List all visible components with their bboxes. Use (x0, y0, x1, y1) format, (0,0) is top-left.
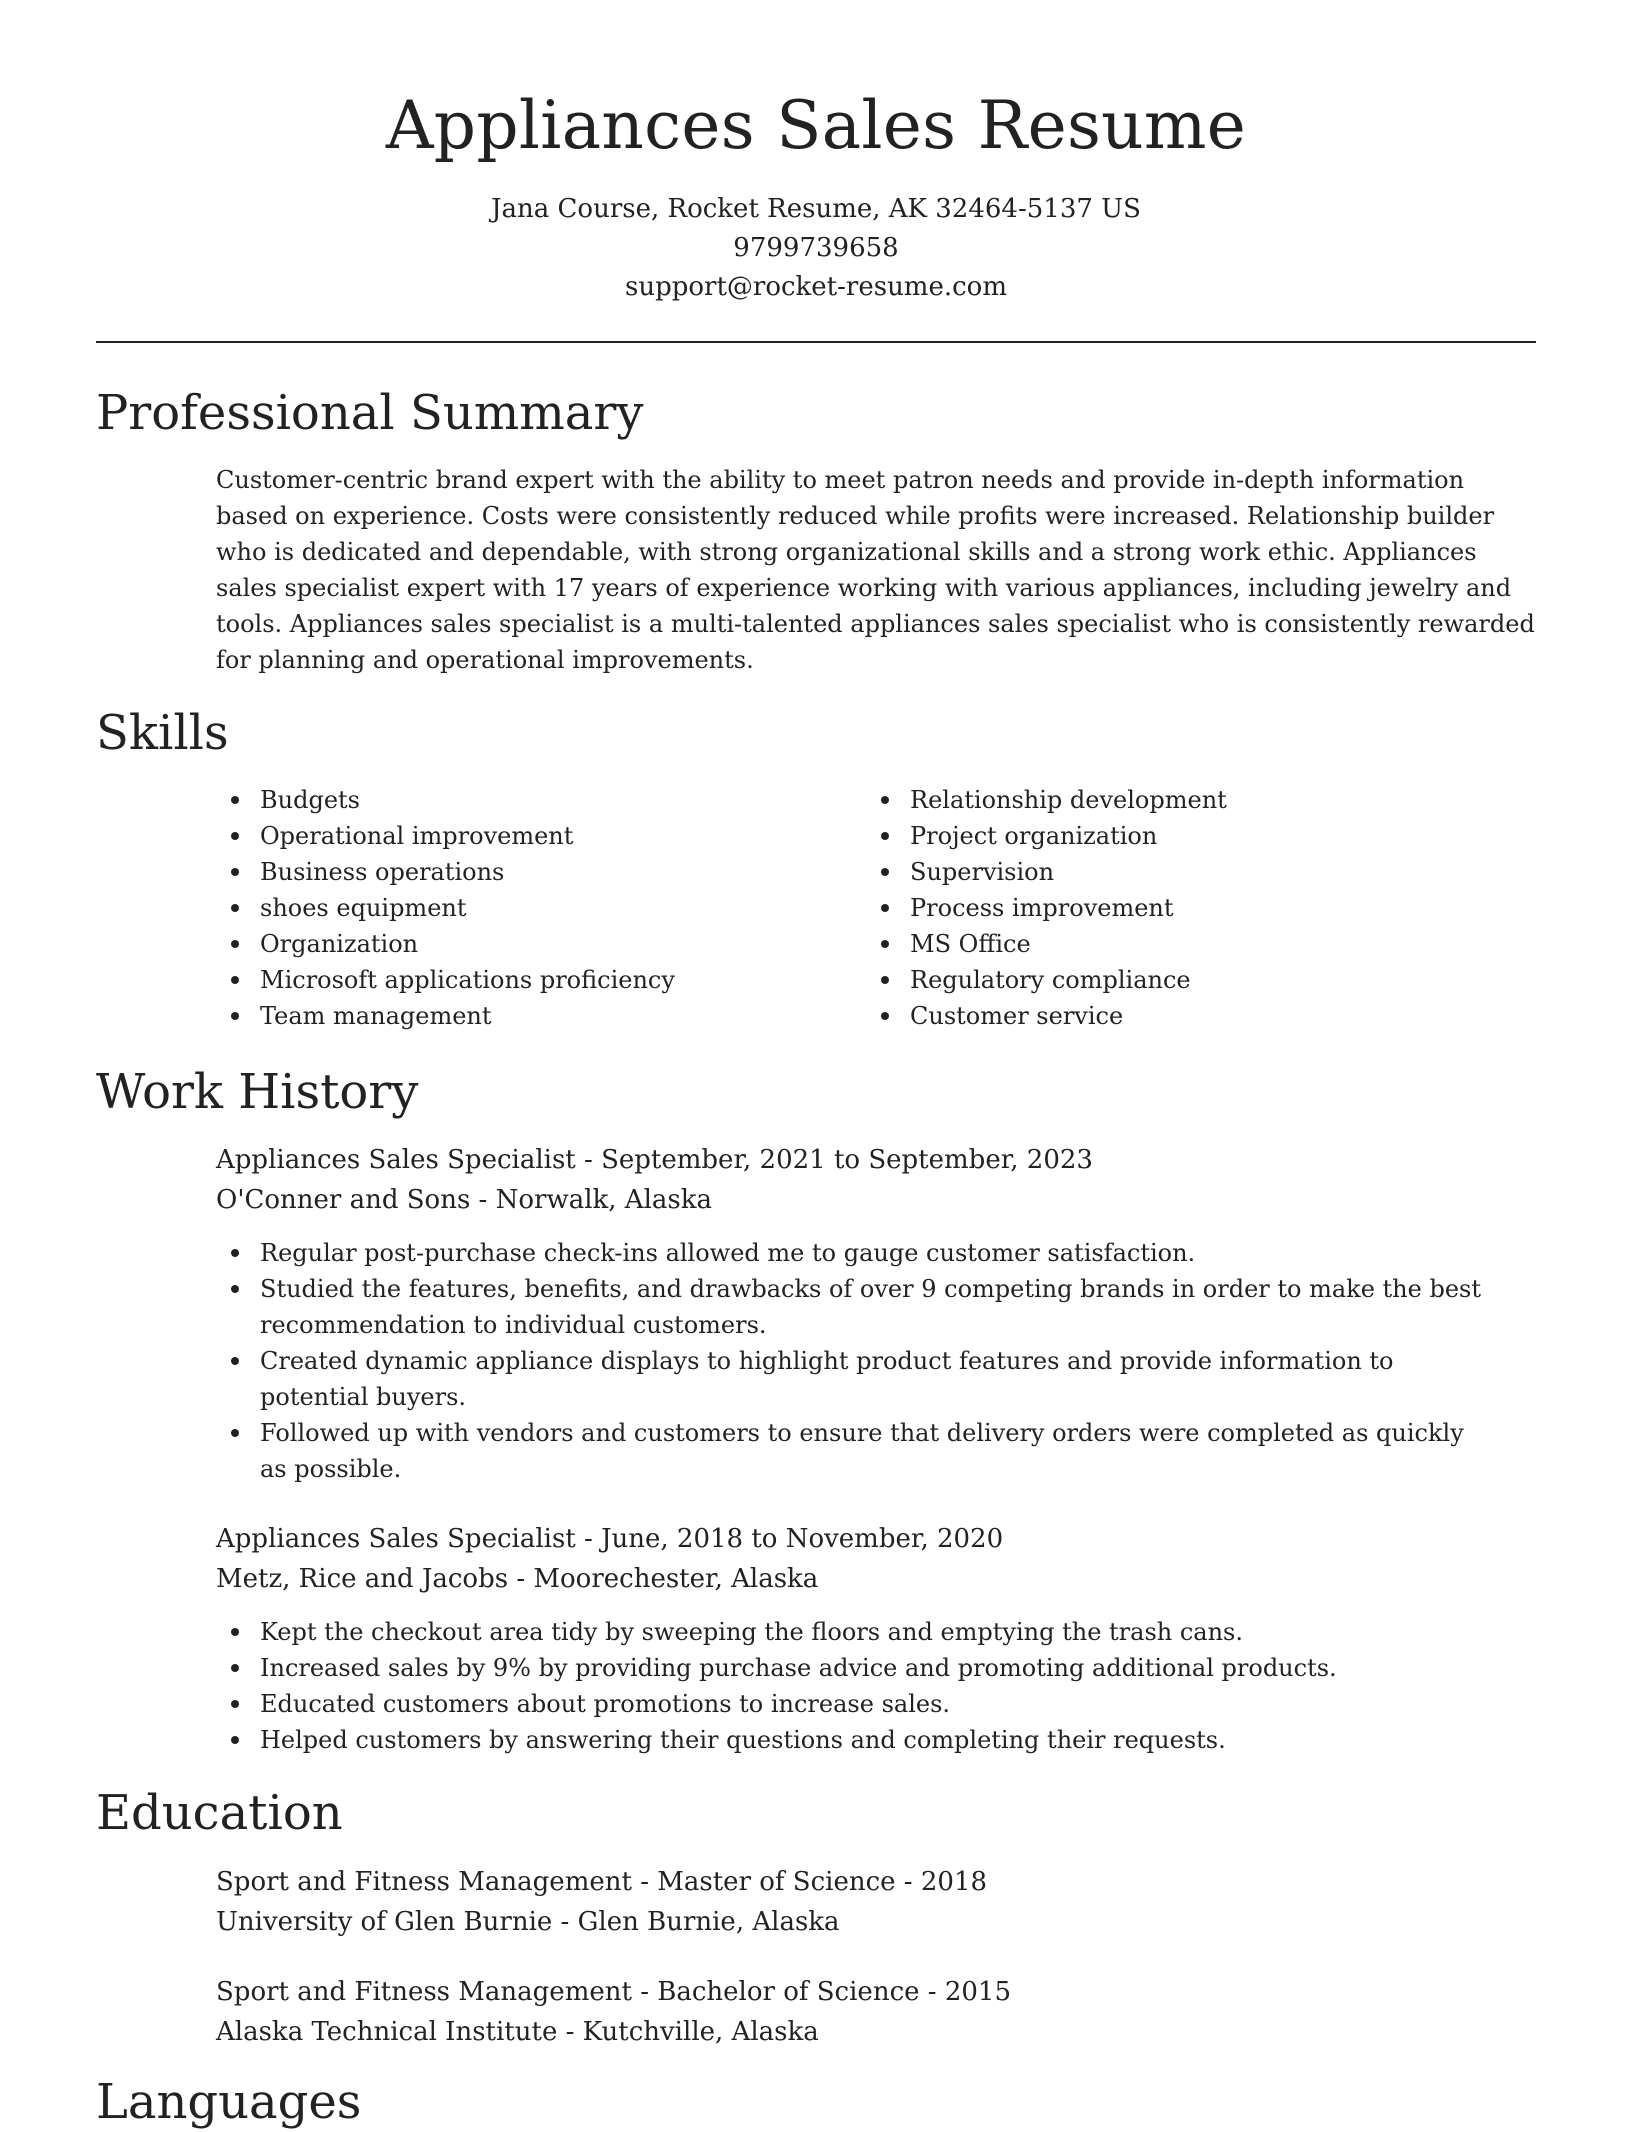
job-header-1 (216, 1140, 1536, 1220)
education-degree: Sport and Fitness Management - Master of Science - 2018 (216, 1867, 988, 1897)
skill-item: Process improvement (866, 890, 1486, 926)
skills-list-left (216, 782, 836, 1034)
skill-item: Relationship development (866, 782, 1486, 818)
job-header-2 (216, 1519, 1536, 1599)
contact-block (0, 190, 1632, 307)
header-divider (96, 341, 1536, 343)
job-title: Appliances Sales Specialist (216, 1145, 576, 1175)
education-degree: Sport and Fitness Management - Bachelor of Science - 2015 (216, 1977, 1011, 2007)
education-school: Alaska Technical Institute (216, 2017, 558, 2047)
contact-address: Jana Course, Rocket Resume, AK 32464-5137 US (491, 194, 1141, 224)
skill-item: Regulatory compliance (866, 962, 1486, 998)
job-duties-2 (216, 1614, 1496, 1758)
job-duties-1 (216, 1235, 1496, 1487)
resume-title: Appliances Sales Resume (385, 87, 1247, 164)
job-title: Appliances Sales Specialist (216, 1524, 576, 1554)
job-company: Metz, Rice and Jacobs (216, 1564, 509, 1594)
skill-item: Project organization (866, 818, 1486, 854)
skill-item: Supervision (866, 854, 1486, 890)
education-location: - Glen Burnie, Alaska (552, 1907, 840, 1937)
work-history-heading: Work History (96, 1064, 419, 1120)
skills-list-right (866, 782, 1486, 1034)
education-heading: Education (96, 1785, 343, 1841)
job-location: - Moorechester, Alaska (508, 1564, 819, 1594)
job-duty: Regular post-purchase check-ins allowed me to gauge customer satisfaction. (216, 1235, 1496, 1271)
skills-heading: Skills (96, 705, 229, 761)
education-location: - Kutchville, Alaska (557, 2017, 819, 2047)
education-school: University of Glen Burnie (216, 1907, 553, 1937)
job-location: - Norwalk, Alaska (470, 1185, 712, 1215)
skill-item: Team management (216, 998, 836, 1034)
job-duty: Helped customers by answering their questions and completing their requests. (216, 1722, 1496, 1758)
contact-email: support@rocket-resume.com (624, 272, 1007, 302)
skill-item: MS Office (866, 926, 1486, 962)
contact-phone: 9799739658 (733, 233, 899, 263)
languages-heading: Languages (96, 2074, 362, 2130)
skill-item: Budgets (216, 782, 836, 818)
education-entry (216, 1972, 1536, 2052)
summary-heading: Professional Summary (96, 385, 644, 441)
job-duty: Kept the checkout area tidy by sweeping the floors and emptying the trash cans. (216, 1614, 1496, 1650)
job-duty: Educated customers about promotions to increase sales. (216, 1686, 1496, 1722)
education-entry (216, 1862, 1536, 1942)
skill-item: Microsoft applications proficiency (216, 962, 836, 998)
skill-item: Business operations (216, 854, 836, 890)
skill-item: shoes equipment (216, 890, 836, 926)
skill-item: Customer service (866, 998, 1486, 1034)
job-dates: - June, 2018 to November, 2020 (575, 1524, 1004, 1554)
summary-text: Customer-centric brand expert with the ability to meet patron needs and provide in-depth information based on experience. Costs were consistently reduced while profits were increased. Relationship builder who is dedicated and dependable, with strong organizational skills and a strong work ethic. Appliances sales specialist expert with 17 years of experience working with various appliances, including jewelry and tools. Appliances sales specialist is a multi-talented appliances sales specialist who is consistently rewarded for planning and operational improvements. (216, 466, 1535, 674)
job-dates: - September, 2021 to September, 2023 (575, 1145, 1093, 1175)
skill-item: Organization (216, 926, 836, 962)
job-duty: Followed up with vendors and customers to ensure that delivery orders were completed as quickly as possible. (216, 1415, 1496, 1487)
job-company: O'Conner and Sons (216, 1185, 471, 1215)
job-duty: Studied the features, benefits, and drawbacks of over 9 competing brands in order to make the best recommendation to individual customers. (216, 1271, 1496, 1343)
job-duty: Increased sales by 9% by providing purchase advice and promoting additional products. (216, 1650, 1496, 1686)
skill-item: Operational improvement (216, 818, 836, 854)
job-duty: Created dynamic appliance displays to highlight product features and provide information to potential buyers. (216, 1343, 1496, 1415)
